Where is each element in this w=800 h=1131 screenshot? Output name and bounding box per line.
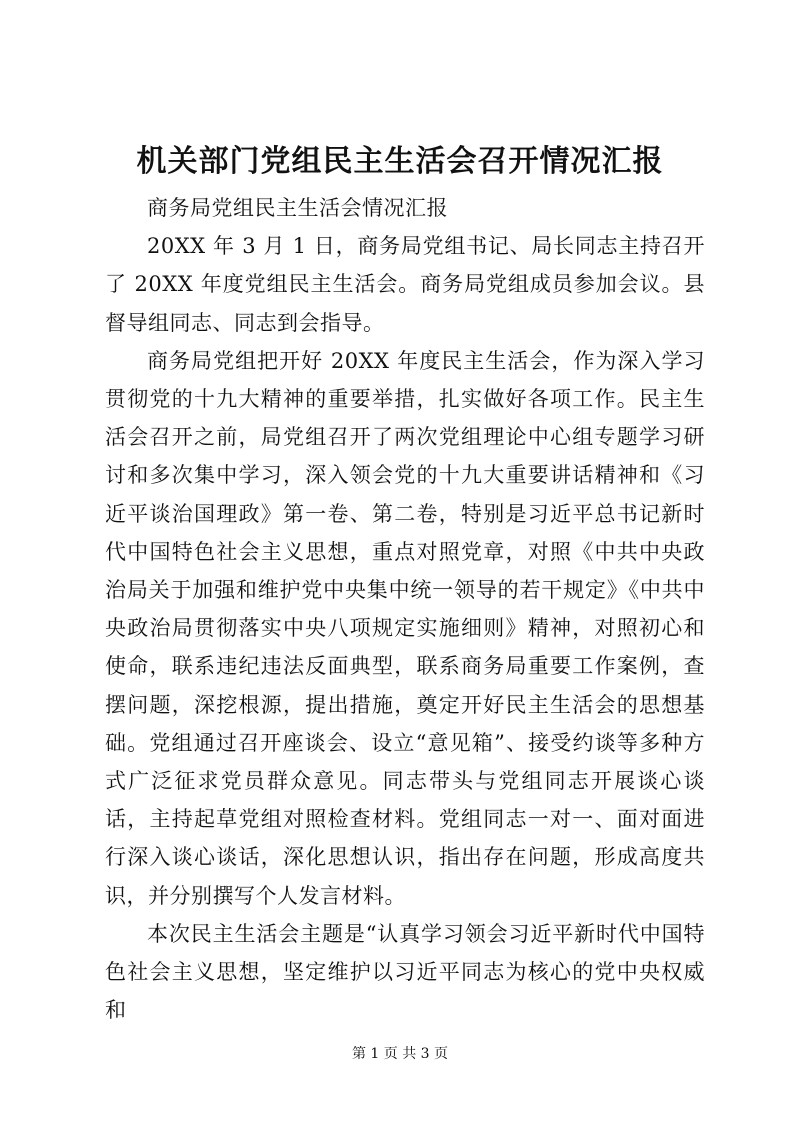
paragraph-preparation: 商务局党组把开好 20XX 年度民主生活会，作为深入学习贯彻党的十九大精神的重要举措，扎实做好各项工作。民主生活会召开之前，局党组召开了两次党组理论中心组专题学习研讨和多次集中学习，深入领会党的十九大重要讲话精神和《习近平谈治国理政》第一卷、第二卷，特别是习近平总书记新时代中国特色社会主义思想，重点对照党章，对照《中共中央政治局关于加强和维护党中央集中统一领导的若干规定》《中共中央政治局贯彻落实中央八项规定实施细则》精神，对照初心和使命，联系违纪违法反面典型，联系商务局重要工作案例，查摆问题，深挖根源，提出措施，奠定开好民主生活会的思想基础。党组通过召开座谈会、设立“意见箱”、接受约谈等多种方式广泛征求党员群众意见。同志带头与党组同志开展谈心谈话，主持起草党组对照检查材料。党组同志一对一、面对面进行深入谈心谈话，深化思想认识，指出存在问题，形成高度共识，并分别撰写个人发言材料。 — [105, 348, 705, 908]
document-title: 机关部门党组民主生活会召开情况汇报 — [136, 144, 664, 179]
document-body — [105, 189, 705, 1029]
page-number-footer: 第 1 页 共 3 页 — [351, 1046, 449, 1062]
paragraph-theme: 本次民主生活会主题是“认真学习领会习近平新时代中国特色社会主义思想，坚定维护以习近平同志为核心的党中央权威和 — [105, 921, 705, 1023]
paragraph-meeting-info: 20XX 年 3 月 1 日，商务局党组书记、局长同志主持召开了 20XX 年度党组民主生活会。商务局党组成员参加会议。县督导组同志、同志到会指导。 — [105, 234, 705, 335]
paragraph-subtitle: 商务局党组民主生活会情况汇报 — [147, 196, 448, 220]
